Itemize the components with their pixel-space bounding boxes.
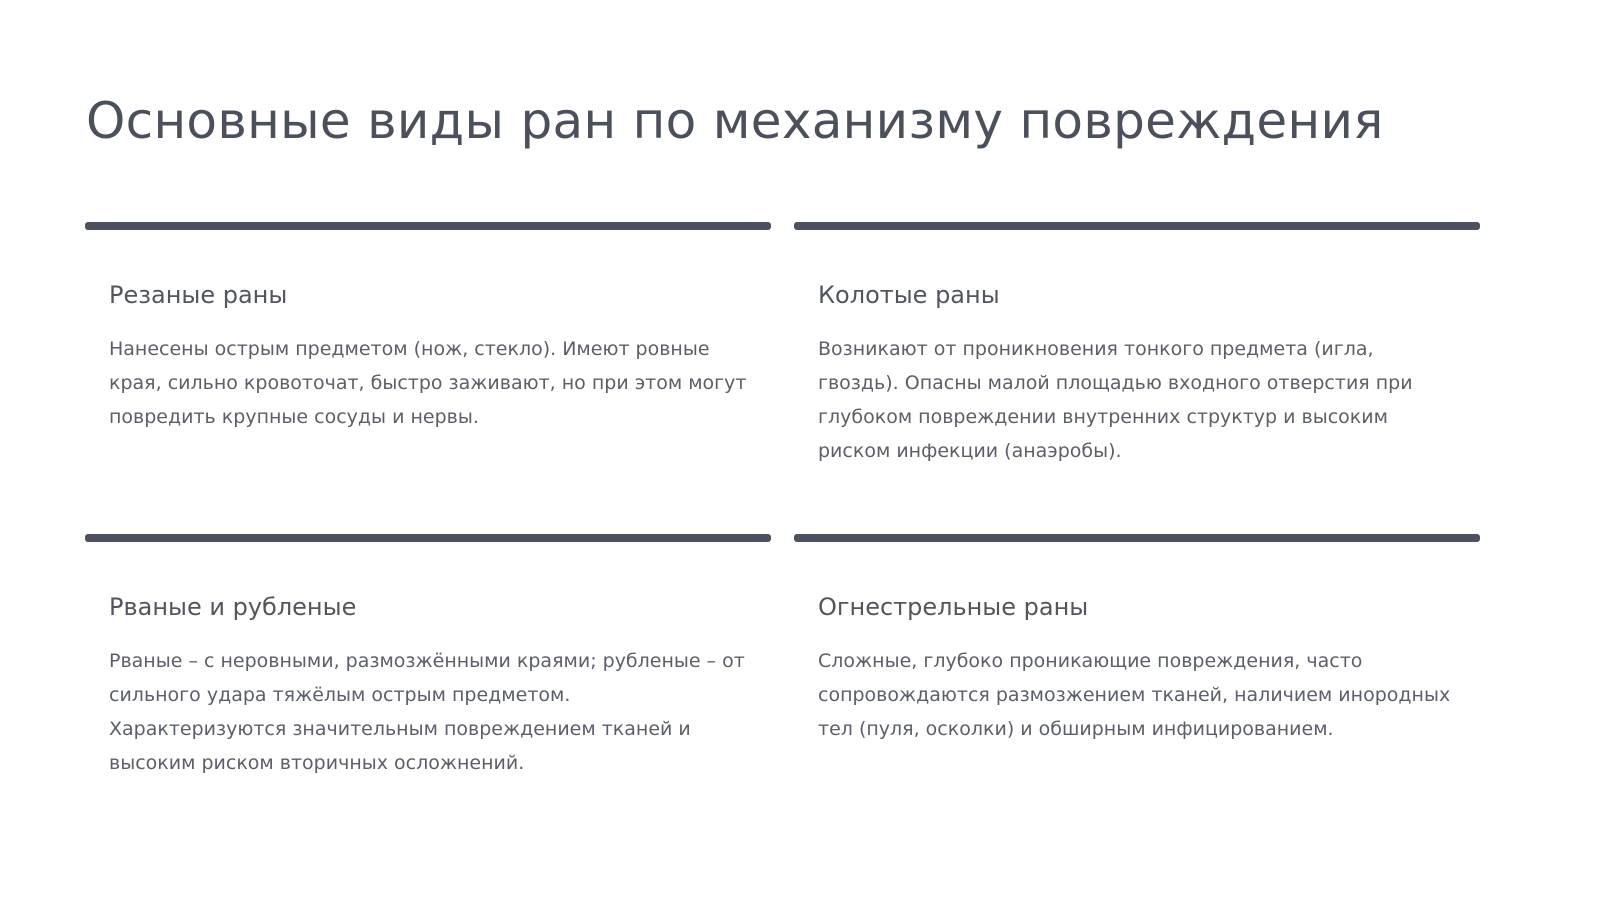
- card-description: Рваные – с неровными, размозжёнными краями; рубленые – от сильного удара тяжёлым острым предметом. Характеризуются значительным повреждением тканей и высоким риском вторичных осложнений.: [109, 650, 745, 774]
- card-top-rule: [85, 534, 771, 542]
- card-top-rule: [85, 222, 771, 230]
- slide-title: Основные виды ран по механизму повреждения: [86, 92, 1384, 150]
- card-heading: Резаные раны: [109, 281, 288, 309]
- card-top-rule: [794, 534, 1480, 542]
- card-gunshot-wounds: [794, 534, 1480, 824]
- card-description: Сложные, глубоко проникающие повреждения, часто сопровождаются размозжением тканей, наличием инородных тел (пуля, осколки) и обширным инфицированием.: [818, 650, 1451, 740]
- card-description: Нанесены острым предметом (нож, стекло). Имеют ровные края, сильно кровоточат, быстро заживают, но при этом могут повредить крупные сосуды и нервы.: [109, 338, 747, 428]
- card-heading: Огнестрельные раны: [818, 593, 1089, 621]
- card-heading: Колотые раны: [818, 281, 1000, 309]
- card-heading: Рваные и рубленые: [109, 593, 357, 621]
- card-lacerated-chopped-wounds: [85, 534, 771, 824]
- card-stab-wounds: [794, 222, 1480, 512]
- card-description: Возникают от проникновения тонкого предмета (игла, гвоздь). Опасны малой площадью входного отверстия при глубоком повреждении внутренних структур и высоким риском инфекции (анаэробы).: [818, 338, 1413, 462]
- card-top-rule: [794, 222, 1480, 230]
- card-incised-wounds: [85, 222, 771, 512]
